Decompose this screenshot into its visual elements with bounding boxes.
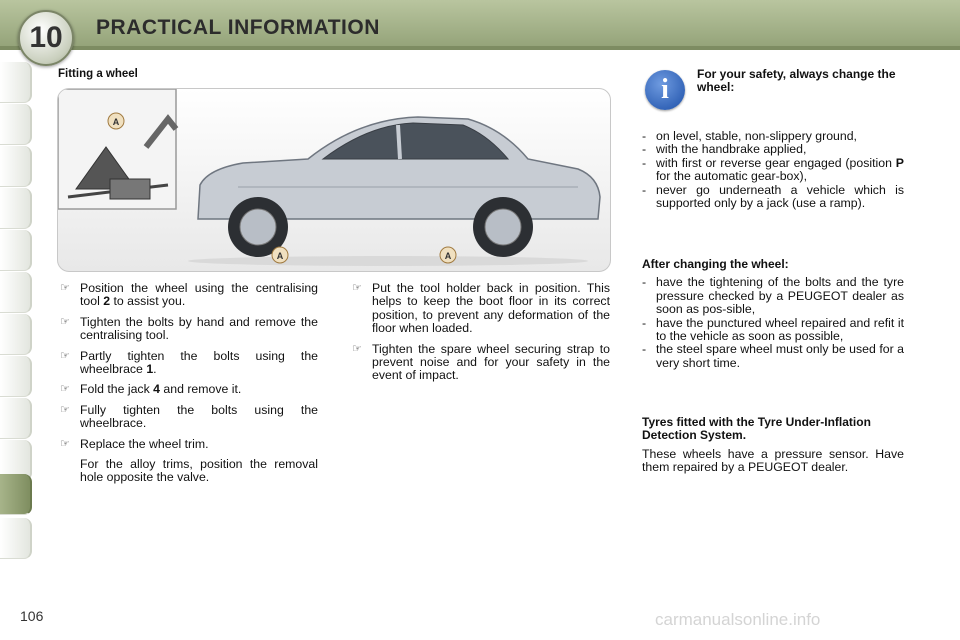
section-title: Fitting a wheel [58,68,138,80]
hand-pointing-icon: ☞ [60,315,70,328]
watermark: carmanualsonline.info [655,610,821,629]
chapter-tab[interactable] [0,188,32,229]
car-drawing [58,89,610,271]
step-item: ☞ Put the tool holder back in position. This helps to keep the boot floor in its correct position, to prevent any deformation of the floor when loaded. [352,281,610,336]
middle-column [352,282,610,390]
hand-pointing-icon: ☞ [60,437,70,450]
list-item: - with the handbrake applied, [642,142,807,157]
chapter-tab[interactable] [0,230,32,271]
chapter-tab[interactable] [0,314,32,355]
step-item: ☞ Tighten the bolts by hand and remove the centralising tool. [60,314,318,343]
after-change-section [642,258,904,370]
chapter-tab[interactable] [0,62,32,103]
list-item: - have the tightening of the bolts and the tyre pressure checked by a PEUGEOT dealer as soon as pos-sible, [642,275,904,317]
list-item: - never go underneath a vehicle which is supported only by a jack (use a ramp). [642,182,904,211]
list-item: - the steel spare wheel must only be used for a very short time. [642,342,904,370]
step-item: ☞ Tighten the spare wheel securing strap to prevent noise and for your safety in the event of impact. [352,341,610,383]
hand-pointing-icon: ☞ [60,383,70,396]
hand-pointing-icon: ☞ [60,349,70,362]
callout-a-front: A [276,251,284,261]
info-icon: i [645,70,685,110]
car-illustration [57,88,611,272]
hand-pointing-icon: ☞ [352,282,362,294]
list-item: - with first or reverse gear engaged (position P for the automatic gear-box), [642,155,904,184]
list-item: - on level, stable, non-slippery ground, [642,129,857,143]
page-number: 106 [20,608,44,624]
callout-a-rear: A [444,251,452,261]
chapter-tab[interactable] [0,356,32,397]
hand-pointing-icon: ☞ [60,403,70,416]
left-column [60,282,318,485]
hand-pointing-icon: ☞ [352,342,362,355]
chapter-tab[interactable] [0,146,32,187]
chapter-title: PRACTICAL INFORMATION [96,16,380,39]
chapter-tab[interactable] [0,104,32,145]
chapter-tab[interactable] [0,272,32,313]
chapter-tab[interactable] [0,518,32,559]
step-item: ☞ Partly tighten the bolts using the wheelbrace 1. [60,348,318,377]
trim-note: For the alloy trims, position the removal hole opposite the valve. [80,457,318,485]
tyres-title: Tyres fitted with the Tyre Under-Inflation Detection System. [642,415,871,443]
step-item: ☞ Fold the jack 4 and remove it. [60,382,242,397]
hand-pointing-icon: ☞ [60,282,70,294]
chapter-tab[interactable] [0,398,32,439]
chapter-tabs [0,62,32,582]
step-item: ☞ Fully tighten the bolts using the wheelbrace. [60,402,318,431]
header-rule [0,46,960,50]
list-item: - have the punctured wheel repaired and refit it to the vehicle as soon as possible, [642,315,904,344]
after-change-title: After changing the wheel: [642,257,789,271]
tyres-text: These wheels have a pressure sensor. Have them repaired by a PEUGEOT dealer. [642,446,904,475]
chapter-tab-active[interactable] [0,474,32,515]
callout-a-jack: A [112,117,120,127]
safety-list [642,130,904,210]
chapter-badge: 10 [18,10,74,66]
step-item: ☞ Replace the wheel trim. [60,436,209,451]
safety-title: For your safety, always change the wheel: [697,67,896,94]
tyres-section [642,416,904,483]
step-item: ☞ Position the wheel using the centralising tool 2 to assist you. [60,281,318,309]
